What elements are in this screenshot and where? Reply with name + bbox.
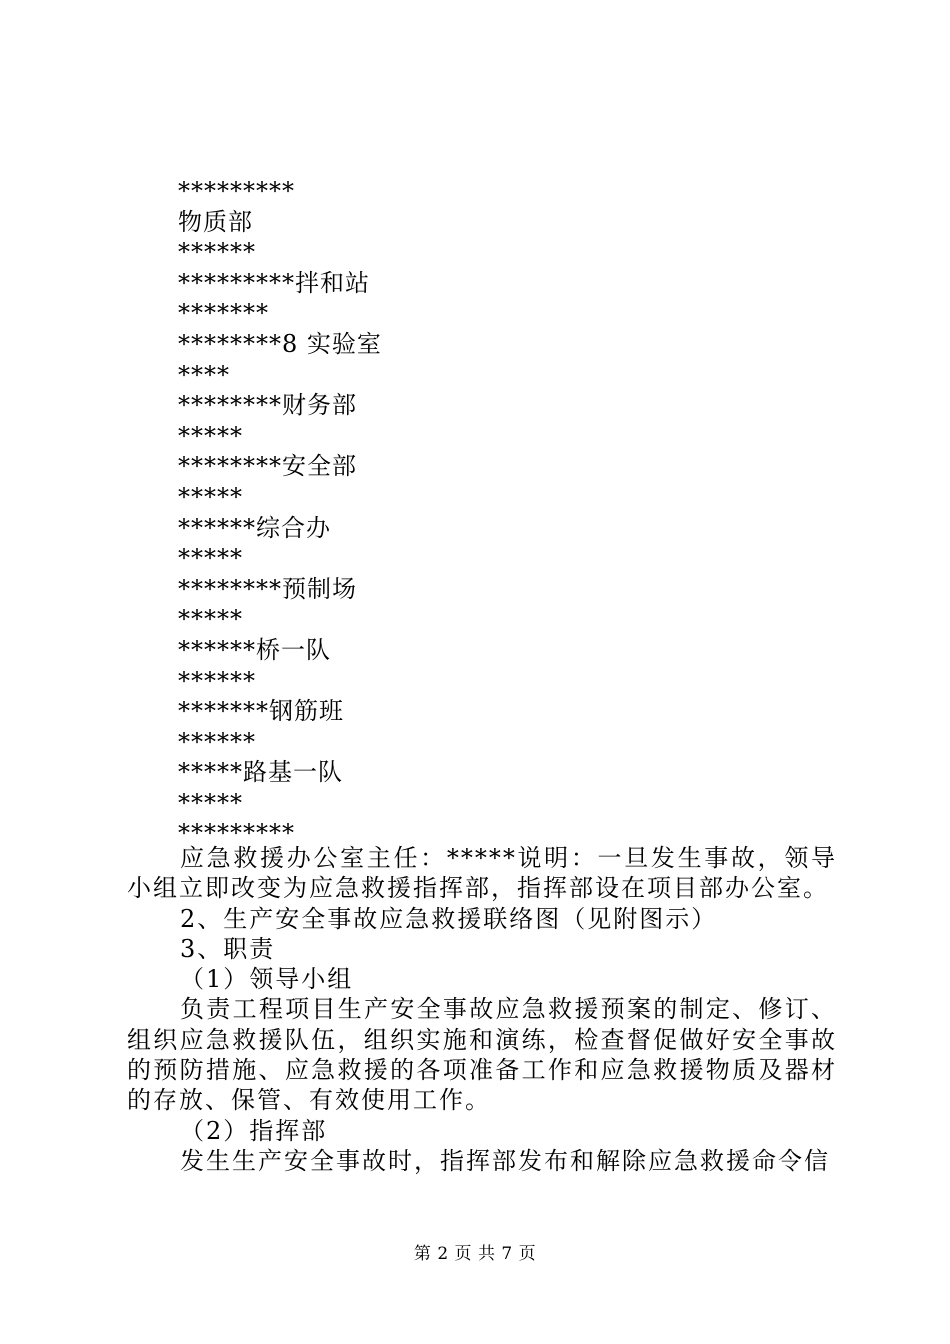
- contact-list: [178, 176, 838, 849]
- paragraph-command-duties: 发生生产安全事故时，指挥部发布和解除应急救援命令信: [180, 1146, 830, 1175]
- list-line: *****: [178, 482, 243, 511]
- list-line: ********安全部: [178, 452, 357, 481]
- list-line: *********拌和站: [178, 268, 370, 297]
- paragraph-leadership-duties: 负责工程项目生产安全事故应急救援预案的制定、修订、组织应急救援队伍，组织实施和演练，检查督促做好安全事故的预防措施、应急救援的各项准备工作和应急救援物质及器材的存放、保管、有效使用工作。: [127, 995, 837, 1115]
- list-line: *******钢筋班: [178, 697, 344, 726]
- list-line: *****: [178, 544, 243, 573]
- list-line: ******桥一队: [178, 635, 331, 664]
- paragraph-office-director: 应急救援办公室主任：*****说明：一旦发生事故，领导小组立即改变为应急救援指挥部，指挥部设在项目部办公室。: [127, 844, 837, 903]
- paragraph-leadership-heading: （1）领导小组: [180, 965, 354, 994]
- list-line: *********: [178, 177, 295, 205]
- list-line: ******: [178, 666, 256, 695]
- list-line: *****: [178, 421, 243, 450]
- list-line: ******综合办: [178, 513, 331, 542]
- list-line: ********预制场: [178, 574, 357, 603]
- body-text: [127, 843, 837, 1176]
- list-line: *****: [178, 605, 243, 634]
- page-number-footer: 第 2 页 共 7 页: [413, 1244, 537, 1264]
- list-line: ********财务部: [178, 391, 357, 420]
- paragraph-command-heading: （2）指挥部: [180, 1116, 328, 1145]
- list-line: *********: [178, 819, 295, 848]
- list-line: ****: [178, 360, 230, 389]
- paragraph-contact-chart: 2、生产安全事故应急救援联络图（见附图示）: [180, 904, 718, 933]
- list-line: ******: [178, 238, 256, 267]
- paragraph-duties-heading: 3、职责: [180, 934, 276, 963]
- list-line: ********8 实验室: [178, 329, 382, 358]
- list-line: 物质部: [178, 207, 253, 236]
- list-line: *******: [178, 299, 269, 328]
- list-line: ******: [178, 727, 256, 756]
- list-line: *****路基一队: [178, 758, 343, 787]
- list-line: *****: [178, 788, 243, 817]
